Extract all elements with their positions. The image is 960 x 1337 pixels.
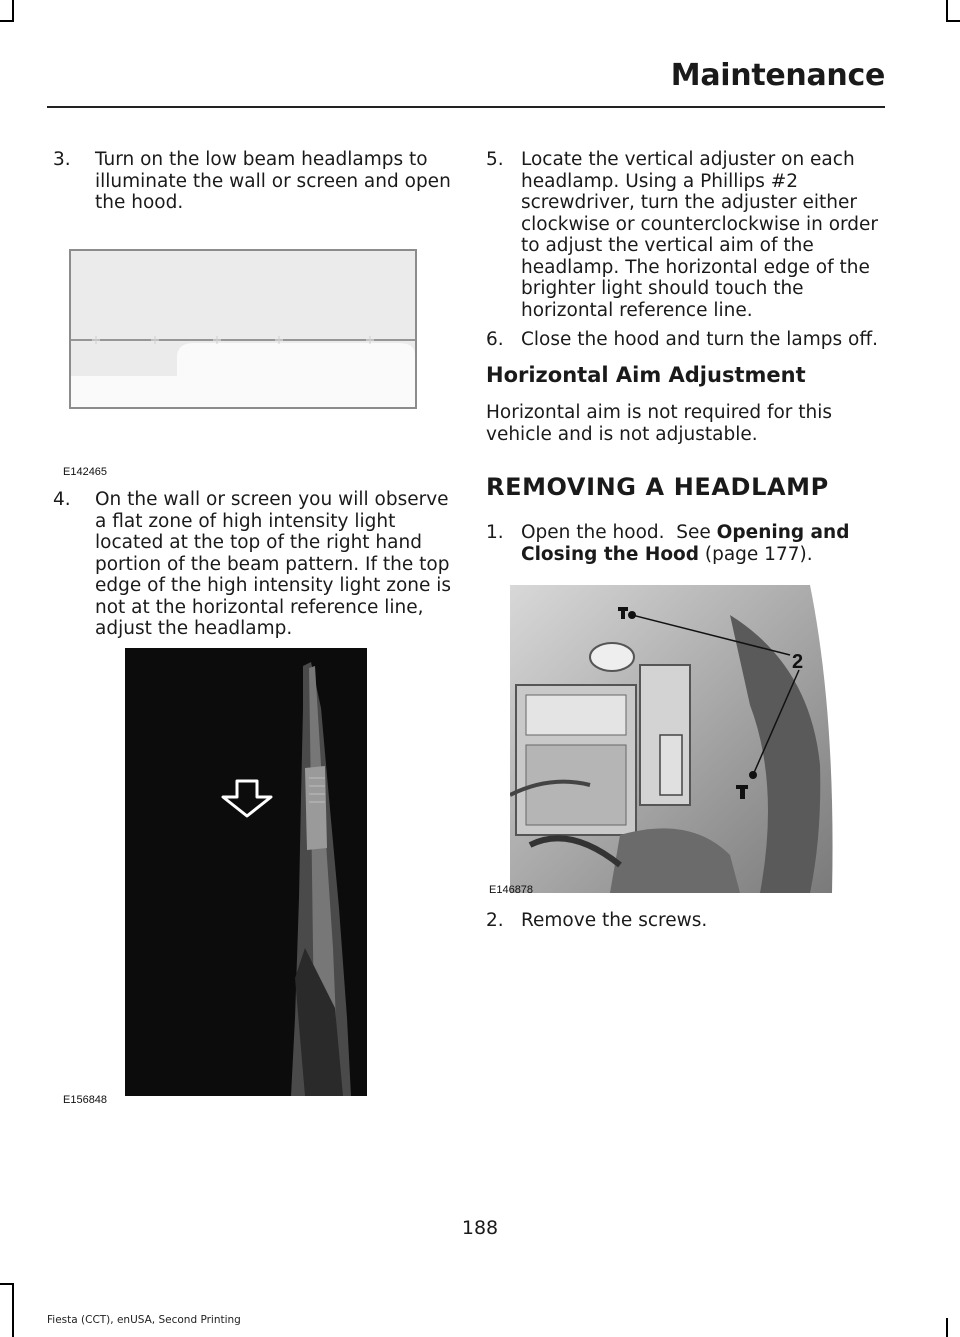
engine-bay-figure	[510, 585, 836, 893]
step-text-prefix: Open the hood. See	[521, 522, 717, 543]
page-number: 188	[461, 1217, 499, 1239]
figure-id: E142465	[63, 466, 108, 478]
step-text	[95, 489, 451, 640]
step-number: 1.	[486, 522, 504, 543]
left-column	[47, 0, 457, 1337]
figure-id: E156848	[63, 1094, 108, 1106]
beam-pattern-illustration	[69, 249, 417, 410]
crop-mark	[946, 0, 948, 22]
text-line: Turn on the low beam headlamps to	[95, 149, 428, 170]
text-line: the hood.	[95, 192, 184, 213]
headlamp-adjuster-illustration	[125, 648, 367, 1096]
text-line	[521, 522, 891, 544]
step-text: Close the hood and turn the lamps off.	[521, 329, 879, 350]
crop-mark	[12, 0, 14, 22]
crop-mark	[12, 1283, 14, 1337]
footer-text: Fiesta (CCT), enUSA, Second Printing	[47, 1314, 241, 1326]
engine-bay-illustration	[510, 585, 836, 893]
text-line	[521, 544, 891, 566]
text-line: brighter light should touch the	[521, 278, 804, 299]
callout-label: 2	[792, 651, 804, 673]
crop-mark	[946, 20, 960, 22]
step-number: 6.	[486, 329, 504, 350]
cross-reference-link[interactable]: Opening and	[716, 522, 850, 543]
figure-id: E146878	[489, 884, 534, 896]
step-text	[521, 149, 878, 321]
text-line: headlamp. Using a Phillips #2	[521, 170, 799, 192]
text-line: On the wall or screen you will observe	[95, 489, 449, 510]
text-line: headlamp. The horizontal edge of the	[521, 256, 870, 278]
crop-mark	[0, 20, 14, 22]
text-line: portion of the beam pattern. If the top	[95, 553, 450, 575]
paragraph	[486, 402, 832, 445]
step-text	[521, 522, 891, 565]
text-line: illuminate the wall or screen and open	[95, 170, 451, 192]
text-line: adjust the headlamp.	[95, 618, 293, 639]
text-line: screwdriver, turn the adjuster either	[521, 192, 858, 213]
step-number: 4.	[53, 489, 71, 510]
page-reference: (page 177).	[698, 543, 813, 565]
headlamp-adjuster-figure	[125, 648, 367, 1096]
text-line: a flat zone of high intensity light	[95, 510, 396, 532]
step-number: 3.	[53, 149, 71, 170]
right-column	[486, 0, 896, 1337]
text-line: vehicle and is not adjustable.	[486, 423, 758, 445]
beam-pattern-figure	[69, 249, 417, 410]
section-subheading: Horizontal Aim Adjustment	[486, 363, 806, 387]
cross-reference-link[interactable]: Closing the Hood	[521, 543, 699, 565]
text-line: Locate the vertical adjuster on each	[521, 149, 855, 170]
step-text	[95, 149, 451, 214]
section-heading: REMOVING A HEADLAMP	[486, 473, 829, 501]
text-line: edge of the high intensity light zone is	[95, 575, 452, 596]
text-line: clockwise or counterclockwise in order	[521, 213, 879, 235]
crop-mark	[0, 1283, 14, 1285]
text-line: not at the horizontal reference line,	[95, 596, 424, 618]
text-line: Horizontal aim is not required for this	[486, 402, 833, 423]
text-line: horizontal reference line.	[521, 299, 753, 321]
step-number: 5.	[486, 149, 504, 170]
text-line: to adjust the vertical aim of the	[521, 235, 814, 256]
step-number: 2.	[486, 910, 504, 931]
text-line: located at the top of the right hand	[95, 532, 422, 553]
step-text: Remove the screws.	[521, 910, 708, 931]
crop-mark	[946, 1318, 948, 1337]
page-header-title: Maintenance	[670, 58, 885, 93]
